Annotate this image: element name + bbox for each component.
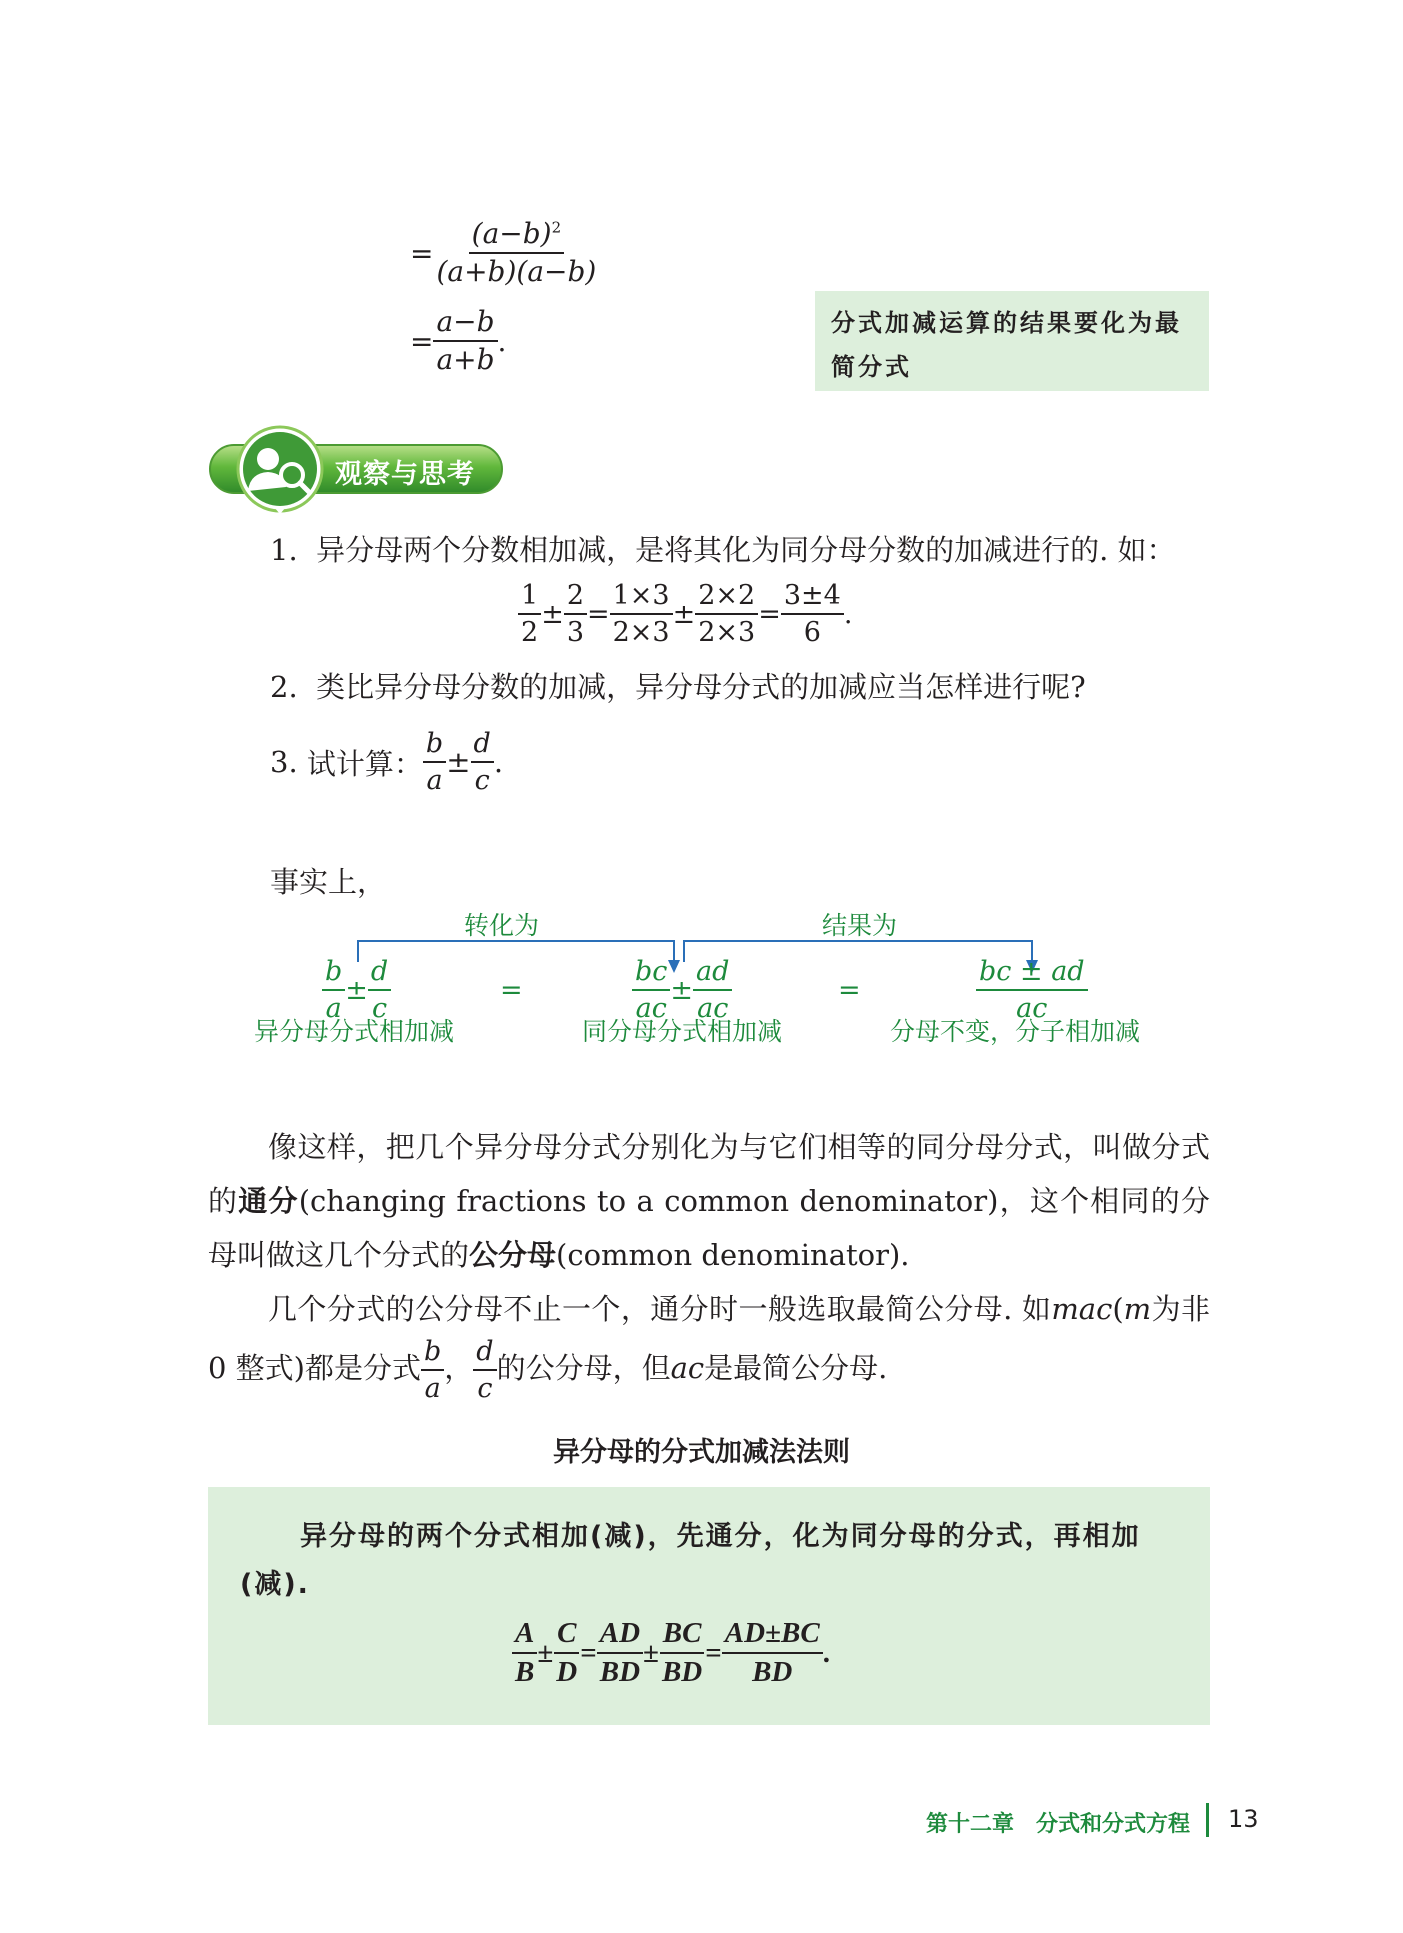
question-number: 2. — [270, 670, 298, 704]
fraction — [695, 580, 758, 648]
denominator: B — [515, 1656, 535, 1689]
numerator: AD — [597, 1617, 643, 1654]
equals-sign: = — [758, 598, 781, 630]
period: . — [493, 745, 504, 780]
question-text: 类比异分母分数的加减，异分母分式的加减应当怎样进行呢? — [316, 670, 1086, 704]
equals-sign: = — [500, 975, 523, 1006]
denominator: c — [477, 1373, 493, 1405]
side-note-text: 分式加减运算的结果要化为最简分式 — [831, 309, 1182, 381]
text: 像这样，把几个异分母分式分别化为与它们相等的同分母分式，叫做分式的 — [208, 1130, 1210, 1218]
equals-sign: = — [410, 324, 434, 358]
operator: ± — [537, 1636, 554, 1669]
denominator: a — [424, 1373, 441, 1405]
caption-like: 同分母分式相加减 — [582, 1017, 783, 1046]
numerator: d — [471, 728, 494, 763]
side-note — [815, 291, 1209, 391]
fraction-example — [518, 580, 852, 648]
numerator: 1×3 — [610, 580, 673, 615]
operator: ± — [672, 598, 696, 630]
badge-label: 观察与思考 — [335, 459, 475, 490]
numerator: (a−b) — [471, 217, 552, 250]
fraction — [471, 728, 494, 796]
arrow-label-result: 结果为 — [822, 911, 898, 940]
equals-sign: = — [838, 975, 861, 1006]
denominator: 2×3 — [612, 617, 670, 649]
math-m: m — [1123, 1292, 1152, 1326]
fraction — [659, 1617, 705, 1690]
operator: ± — [446, 745, 471, 780]
denominator: c — [372, 993, 388, 1025]
question-text: 异分母两个分数相加减，是将其化为同分母分数的加减进行的. 如： — [316, 533, 1176, 567]
operator: ± — [345, 974, 368, 1006]
denominator: ac — [635, 993, 667, 1025]
question-3 — [270, 728, 503, 796]
denominator: 6 — [803, 617, 821, 649]
denominator: BD — [599, 1656, 641, 1689]
question-number: 3. — [270, 745, 298, 780]
operator: ± — [670, 974, 694, 1006]
denominator: c — [474, 765, 490, 797]
question-2 — [270, 665, 1086, 706]
paragraph-definition — [208, 1120, 1210, 1282]
arrow-label-convert: 转化为 — [464, 911, 540, 940]
operator: ± — [643, 1636, 659, 1669]
numerator: 1 — [518, 580, 541, 615]
numerator: d — [473, 1336, 496, 1371]
derivation-step-2 — [410, 306, 506, 376]
question-1 — [270, 528, 1176, 569]
numerator: b — [421, 1336, 444, 1371]
numerator: A — [512, 1617, 537, 1654]
page-number: 13 — [1228, 1805, 1259, 1833]
numerator: BC — [660, 1617, 705, 1654]
text: 的公分母，但 — [496, 1351, 671, 1386]
text: ( — [1112, 1292, 1124, 1326]
derivation-step-1 — [410, 218, 599, 288]
equals-sign: = — [580, 1636, 597, 1669]
numerator: ad — [693, 956, 732, 991]
text: (common denominator). — [556, 1238, 910, 1272]
rule-title: 异分母的分式加减法法则 — [553, 1437, 850, 1468]
text: (changing fractions to a common denominator)，这个相同的分母叫做这几个分式的 — [208, 1184, 1210, 1272]
fraction — [433, 306, 497, 376]
question-text: 试计算： — [306, 746, 423, 781]
conversion-diagram — [200, 900, 1210, 1050]
period: . — [822, 1636, 830, 1669]
denominator: 3 — [566, 617, 584, 649]
operator: ± — [541, 598, 564, 630]
numerator: b — [322, 956, 345, 991]
paragraph-least-common-denominator — [208, 1282, 1210, 1404]
fact-intro: 事实上， — [270, 865, 387, 899]
numerator: a−b — [433, 306, 497, 342]
fraction — [473, 1336, 496, 1404]
denominator: D — [556, 1656, 578, 1689]
period: . — [843, 598, 853, 630]
term-common-denominator: 公分母 — [469, 1238, 557, 1272]
footer-chapter-title: 第十二章 分式和分式方程 — [926, 1812, 1191, 1837]
denominator: BD — [752, 1656, 793, 1689]
numerator: 3±4 — [781, 580, 844, 615]
denominator: ac — [697, 993, 729, 1025]
fraction — [553, 1617, 580, 1690]
fraction — [512, 1617, 537, 1690]
denominator: 2×3 — [698, 617, 756, 649]
numerator: bc ± ad — [976, 956, 1088, 991]
term-common-denominating: 通分 — [238, 1184, 299, 1218]
rule-text: 异分母的两个分式相加(减)，先通分，化为同分母的分式，再相加(减). — [240, 1521, 1141, 1600]
exponent: 2 — [551, 218, 562, 237]
denominator: a — [426, 765, 443, 797]
numerator: C — [554, 1617, 579, 1654]
equals-sign: = — [410, 236, 434, 270]
numerator: 2×2 — [695, 580, 758, 615]
fraction — [518, 580, 541, 648]
fraction — [421, 1336, 444, 1404]
observe-think-badge — [208, 425, 508, 517]
denominator: a — [325, 993, 342, 1025]
fraction — [610, 580, 673, 648]
fraction — [564, 580, 587, 648]
caption-unlike: 异分母分式相加减 — [254, 1017, 455, 1046]
denominator: BD — [661, 1656, 703, 1689]
text: 几个分式的公分母不止一个，通分时一般选取最简公分母. 如 — [268, 1292, 1052, 1326]
denominator: a+b — [436, 343, 495, 377]
equals-sign: = — [705, 1636, 722, 1669]
numerator: bc — [632, 956, 670, 991]
fraction — [423, 728, 446, 796]
numerator: d — [368, 956, 391, 991]
numerator: 2 — [564, 580, 587, 615]
denominator: ac — [1016, 993, 1048, 1025]
denominator: 2 — [521, 617, 539, 649]
math-mac: mac — [1051, 1292, 1113, 1326]
footer-divider — [1206, 1803, 1209, 1837]
rule-formula — [512, 1617, 830, 1690]
text: 是最简公分母. — [704, 1351, 888, 1386]
fraction — [597, 1617, 643, 1690]
numerator: b — [423, 728, 446, 763]
fraction — [433, 218, 599, 288]
fraction — [722, 1617, 823, 1690]
fraction — [781, 580, 844, 648]
question-number: 1. — [270, 533, 298, 567]
caption-result: 分母不变，分子相加减 — [890, 1017, 1141, 1046]
numerator: AD±BC — [722, 1617, 823, 1654]
period: . — [497, 324, 507, 358]
math-ac: ac — [670, 1351, 705, 1386]
denominator: (a+b)(a−b) — [436, 255, 597, 289]
text: 为非 0 整式)都是分式 — [208, 1292, 1210, 1386]
text: ， — [444, 1351, 474, 1386]
equals-sign: = — [587, 598, 610, 630]
